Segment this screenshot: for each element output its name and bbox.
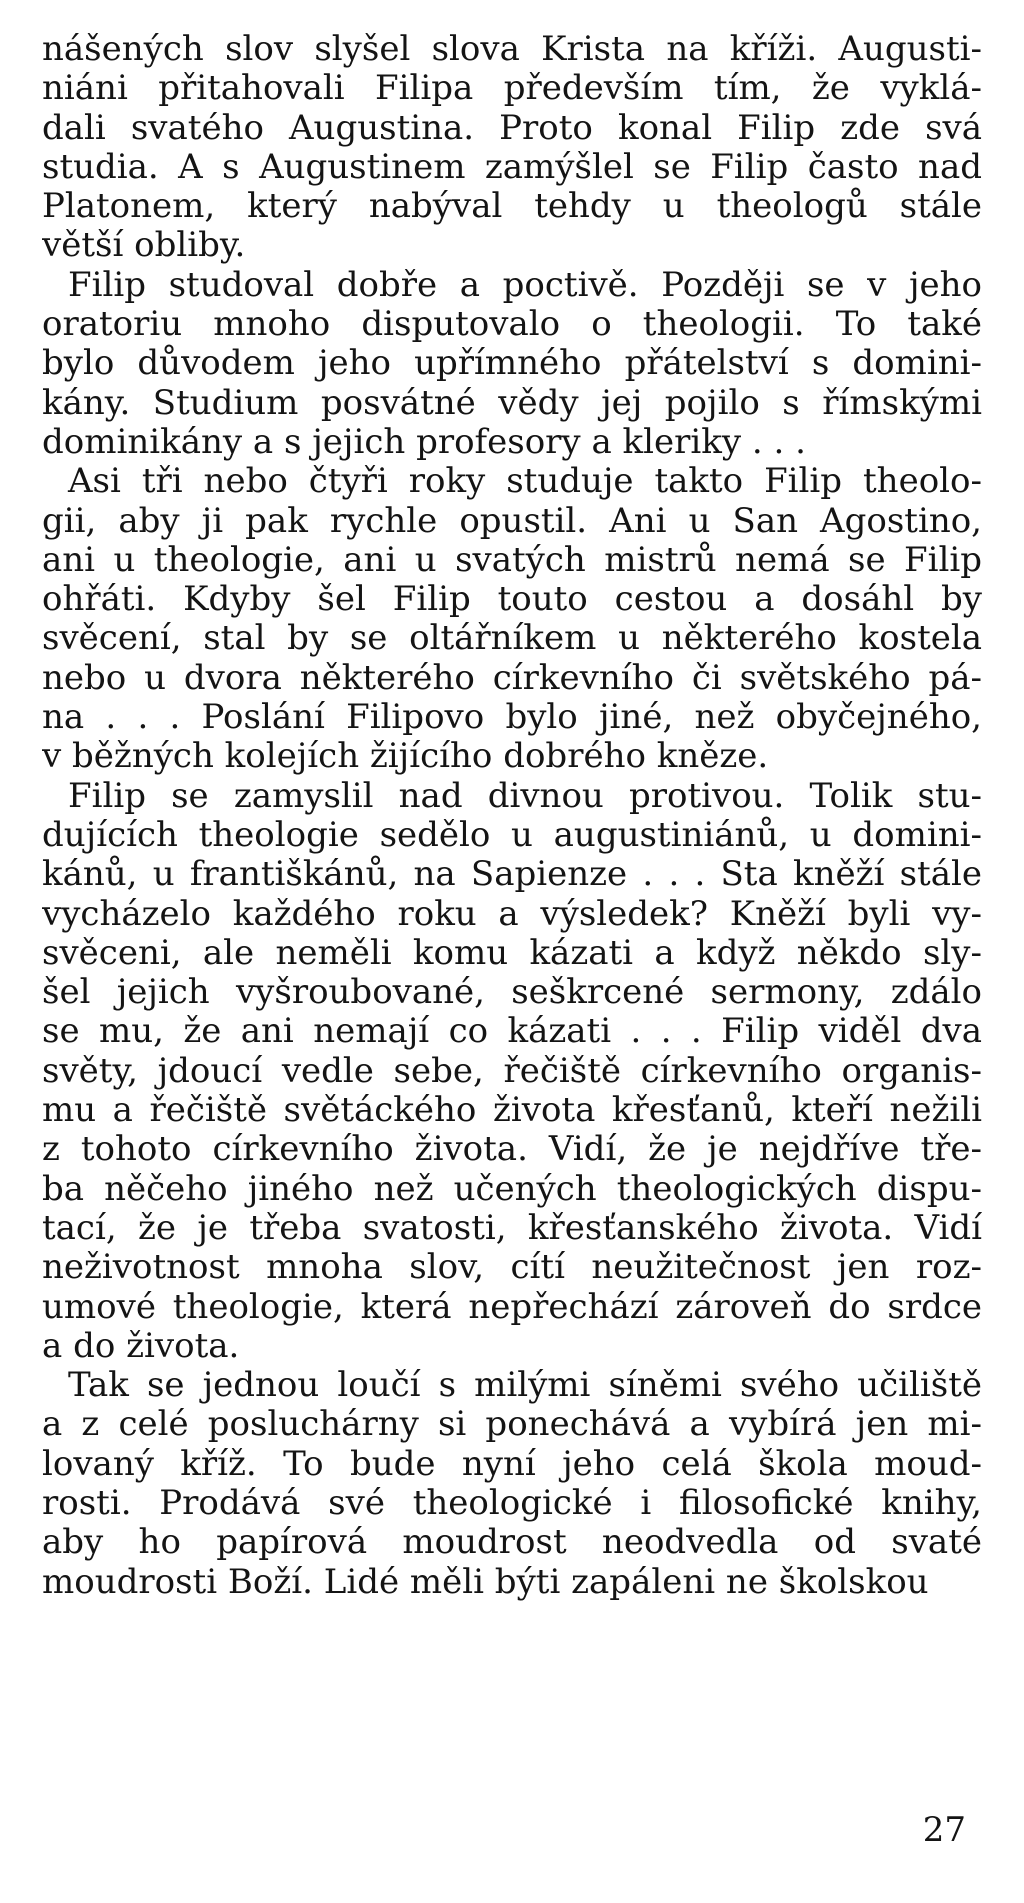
paragraph <box>42 266 982 462</box>
text-line: nášených slov slyšel slova Krista na kříži. Augusti- <box>42 30 982 69</box>
text-line: ani u theologie, ani u svatých mistrů nemá se Filip <box>42 540 982 580</box>
text-line: v běžných kolejích žijícího dobrého kněze. <box>42 737 769 777</box>
text-line: lovaný kříž. To bude nyní jeho celá škola moud- <box>42 1444 982 1484</box>
paragraph <box>42 1366 982 1602</box>
text-line: kánů, u františkánů, na Sapienze . . . Sta kněží stále <box>42 855 982 895</box>
text-line: se mu, že ani nemají co kázati . . . Filip viděl dva <box>42 1012 982 1052</box>
text-line: dominikány a s jejich profesory a kleriky . . . <box>42 422 806 462</box>
text-line: niáni přitahovali Filipa především tím, že vyklá- <box>42 69 982 109</box>
text-line: Asi tři nebo čtyři roky studuje takto Filip theolo- <box>68 462 982 502</box>
text-line: gii, aby ji pak rychle opustil. Ani u San Agostino, <box>42 501 982 541</box>
text-line: studia. A s Augustinem zamýšlel se Filip často nad <box>42 147 982 187</box>
text-line: svěceni, ale neměli komu kázati a když někdo sly- <box>42 933 982 973</box>
text-line: vycházelo každého roku a výsledek? Kněží byli vy- <box>42 894 982 934</box>
text-line: dujících theologie sedělo u augustiniánů, u domini- <box>42 815 982 855</box>
text-line: rosti. Prodává své theologické i filosofické knihy, <box>42 1483 982 1523</box>
paragraph <box>42 30 982 266</box>
text-line: z tohoto církevního života. Vidí, že je nejdříve tře- <box>42 1130 982 1170</box>
text-line: svěcení, stal by se oltářníkem u některého kostela <box>42 619 982 659</box>
text-line: neživotnost mnoha slov, cítí neužitečnost jen roz- <box>42 1248 982 1288</box>
text-line: oratoriu mnoho disputovalo o theologii. To také <box>42 305 982 345</box>
text-line: mu a řečiště světáckého života křesťanů, kteří nežili <box>42 1091 982 1131</box>
page-number: 27 <box>922 1810 966 1850</box>
paragraph <box>42 777 982 1366</box>
text-line: Filip studoval dobře a poctivě. Později se v jeho <box>68 265 982 305</box>
text-line: větší obliby. <box>42 226 246 266</box>
text-line: kány. Studium posvátné vědy jej pojilo s římskými <box>42 383 982 423</box>
text-line: světy, jdoucí vedle sebe, řečiště církevního organis- <box>42 1051 982 1091</box>
text-line: dali svatého Augustina. Proto konal Filip zde svá <box>42 108 982 148</box>
text-line: ba něčeho jiného než učených theologických dispu- <box>42 1169 982 1209</box>
text-line: Platonem, který nabýval tehdy u theologů stále <box>42 187 982 227</box>
text-line: tací, že je třeba svatosti, křesťanského života. Vidí <box>42 1208 982 1248</box>
text-line: aby ho papírová moudrost neodvedla od svaté <box>42 1523 982 1563</box>
text-line: Tak se jednou loučí s milými síněmi svého učiliště <box>68 1366 982 1406</box>
text-line: a z celé posluchárny si ponechává a vybírá jen mi- <box>42 1405 982 1445</box>
text-line: ohřáti. Kdyby šel Filip touto cestou a dosáhl by <box>42 580 982 620</box>
text-line: na . . . Poslání Filipovo bylo jiné, než obyčejného, <box>42 698 982 738</box>
paragraph <box>42 462 982 776</box>
text-line: bylo důvodem jeho upřímného přátelství s domini- <box>42 344 982 384</box>
text-line: Filip se zamyslil nad divnou protivou. Tolik stu- <box>68 776 982 816</box>
text-line: nebo u dvora některého církevního či světského pá- <box>42 658 982 698</box>
text-line: moudrosti Boží. Lidé měli býti zapáleni ne školskou <box>42 1562 929 1602</box>
body-text <box>42 30 982 1602</box>
text-line: šel jejich vyšroubované, seškrcené sermony, zdálo <box>42 973 982 1013</box>
text-line: umové theologie, která nepřechází zároveň do srdce <box>42 1287 982 1327</box>
text-line: a do života. <box>42 1326 240 1366</box>
